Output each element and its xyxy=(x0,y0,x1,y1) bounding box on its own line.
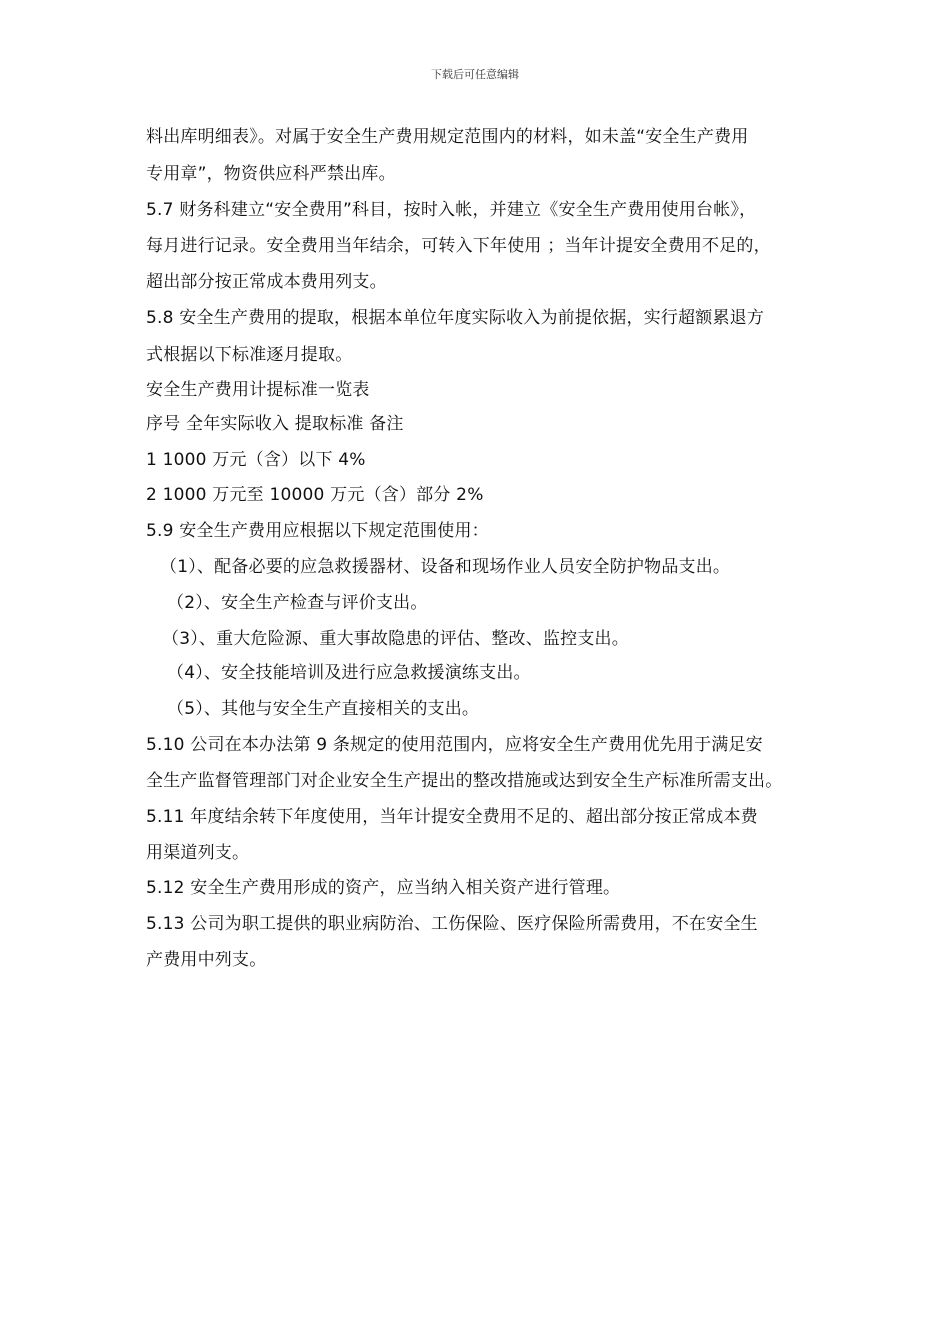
body-line: 用渠道列支。 xyxy=(146,843,250,863)
body-line: 超出部分按正常成本费用列支。 xyxy=(146,272,387,292)
list-item: （5）、其他与安全生产直接相关的支出。 xyxy=(167,699,480,719)
body-line: 5.12 安全生产费用形成的资产，应当纳入相关资产进行管理。 xyxy=(146,878,621,898)
table-title: 安全生产费用计提标准一览表 xyxy=(146,380,370,400)
body-line: 料出库明细表》。对属于安全生产费用规定范围内的材料，如未盖“安全生产费用 xyxy=(146,127,749,147)
body-line: 5.13 公司为职工提供的职业病防治、工伤保险、医疗保险所需费用，不在安全生 xyxy=(146,914,758,934)
table-row: 2 1000 万元至 10000 万元（含）部分 2% xyxy=(146,485,484,505)
list-item: （2）、安全生产检查与评价支出。 xyxy=(167,593,428,613)
body-line: 5.9 安全生产费用应根据以下规定范围使用： xyxy=(146,521,489,541)
body-line: 5.11 年度结余转下年度使用，当年计提安全费用不足的、超出部分按正常成本费 xyxy=(146,807,758,827)
body-line: 每月进行记录。安全费用当年结余，可转入下年使用 ；当年计提安全费用不足的， xyxy=(146,236,771,256)
body-line: 专用章”，物资供应科严禁出库。 xyxy=(146,164,396,184)
body-line: 5.7 财务科建立“安全费用”科目，按时入帐，并建立《安全生产费用使用台帐》， xyxy=(146,200,757,220)
list-item: （1）、配备必要的应急救援器材、设备和现场作业人员安全防护物品支出。 xyxy=(160,557,731,577)
body-line: 5.8 安全生产费用的提取，根据本单位年度实际收入为前提依据，实行超额累退方 xyxy=(146,308,765,328)
body-line: 5.10 公司在本办法第 9 条规定的使用范围内，应将安全生产费用优先用于满足安 xyxy=(146,735,763,755)
list-item: （4）、安全技能培训及进行应急救援演练支出。 xyxy=(167,663,531,683)
table-header: 序号 全年实际收入 提取标准 备注 xyxy=(146,414,404,434)
table-row: 1 1000 万元（含）以下 4% xyxy=(146,450,366,470)
body-line: 全生产监督管理部门对企业安全生产提出的整改措施或达到安全生产标准所需支出。 xyxy=(146,771,783,791)
body-line: 产费用中列支。 xyxy=(146,950,267,970)
list-item: （3）、重大危险源、重大事故隐患的评估、整改、监控支出。 xyxy=(162,629,629,649)
page-header: 下载后可任意编辑 xyxy=(431,68,519,81)
body-line: 式根据以下标准逐月提取。 xyxy=(146,345,353,365)
